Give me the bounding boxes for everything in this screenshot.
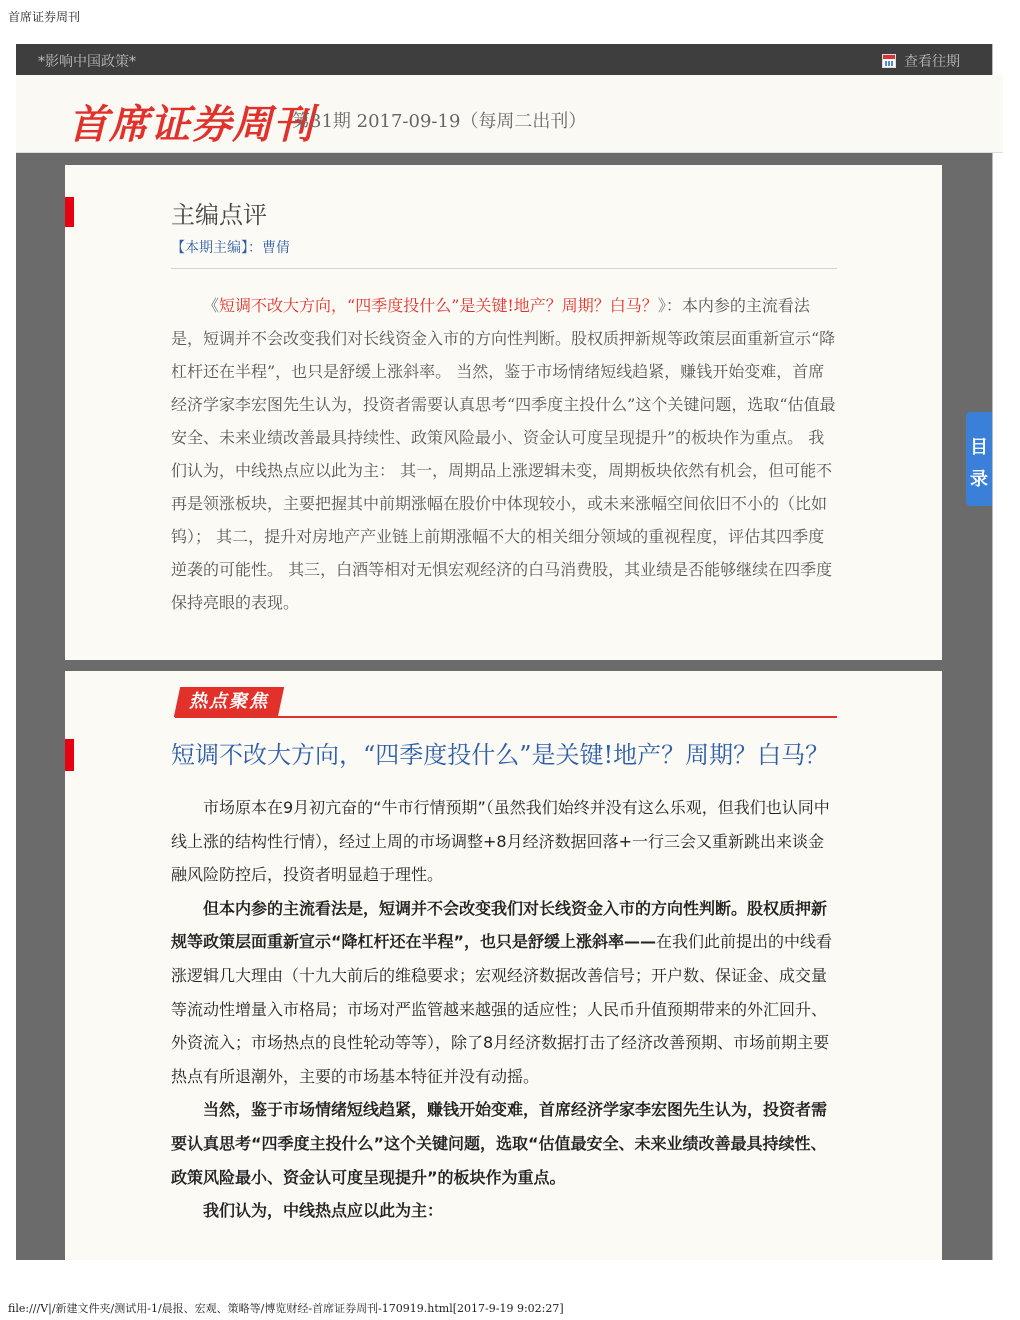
article-body	[171, 791, 837, 1228]
toc-tab-label[interactable]: 录	[970, 469, 988, 490]
editor-comment-card	[65, 165, 942, 660]
calendar-icon[interactable]	[882, 54, 896, 68]
paragraph	[171, 1093, 837, 1194]
toc-tab-label[interactable]: 目	[970, 437, 988, 458]
past-issues-link[interactable]	[882, 51, 960, 71]
section-marker	[65, 197, 74, 227]
article-title: 短调不改大方向，“四季度投什么”是关键!地产？周期？白马？	[171, 741, 830, 769]
slogan: *影响中国政策*	[38, 54, 136, 70]
top-bar	[16, 44, 992, 75]
summary-article-link[interactable]: 短调不改大方向，“四季度投什么”是关键!地产？周期？白马？	[219, 296, 658, 315]
masthead	[16, 75, 1003, 153]
bold-text: 但本内参的主流看法是，短调并不会改变我们对长线资金入市的方向性判断。股权质押新规等政策层面重新宣示“降杠杆还在半程”，也只是舒缓上涨斜率——	[171, 898, 828, 952]
issue-info: 第31期 2017-09-19（每周二出刊）	[292, 111, 587, 132]
hot-focus-badge	[174, 687, 284, 717]
editor-name[interactable]: 曹倩	[262, 240, 290, 256]
paragraph	[171, 1194, 837, 1228]
toc-tab[interactable]	[966, 412, 992, 506]
section-title: 主编点评	[171, 201, 267, 229]
scrollbar-track[interactable]	[992, 44, 1003, 1260]
bold-text: 我们认为，中线热点应以此为主：	[203, 1201, 444, 1221]
hot-focus-card	[65, 671, 942, 1260]
editor-label: 【本期主编】：	[171, 240, 262, 256]
paragraph: 市场原本在9月初亢奋的“牛市行情预期”（虽然我们始终并没有这么乐观，但我们也认同中线上涨的结构性行情），经过上周的市场调整+8月经济数据回落+一行三会又重新跳出来谈金融风险防控后，投资者明显趋于理性。	[171, 798, 830, 885]
paragraph-text: 在我们此前提出的中线看涨逻辑几大理由（十九大前后的维稳要求；宏观经济数据改善信号；开户数、保证金、成交量等流动性增量入市格局；市场对严监管越来越强的适应性；人民币升值预期带来的外汇回升、外资流入；市场热点的良性轮动等等），除了8月经济数据打击了经济改善预期、市场前期主要热点有所退潮外，主要的市场基本特征并没有动摇。	[171, 932, 833, 1086]
logo: 首席证券周刊	[68, 102, 314, 148]
paragraph	[171, 892, 837, 1094]
article-marker	[65, 739, 74, 771]
editor-line	[171, 237, 290, 257]
divider	[171, 268, 837, 269]
hot-focus-label: 热点聚焦	[189, 691, 269, 712]
summary-open: 《	[203, 296, 220, 315]
print-footer: file:///V|/新建文件夹/测试用-1/晨报、宏观、策略等/博览财经-首席证券周刊-170919.html[2017-9-19 9:02:27]	[8, 1302, 564, 1315]
summary-text	[171, 289, 837, 619]
bold-text: 当然，鉴于市场情绪短线趋紧，赚钱开始变难，首席经济学家李宏图先生认为，投资者需要认真思考“四季度主投什么”这个关键问题，选取“估值最安全、未来业绩改善最具持续性、政策风险最小、资金认可度呈现提升”的板块作为重点。	[171, 1100, 828, 1187]
hot-focus-underline	[175, 716, 837, 718]
summary-body: 》：本内参的主流看法是，短调并不会改变我们对长线资金入市的方向性判断。股权质押新规等政策层面重新宣示“降杠杆还在半程”，也只是舒缓上涨斜率。 当然，鉴于市场情绪短线趋紧，赚钱开始变难，首席经济学家李宏图先生认为，投资者需要认真思考“四季度主投什么”这个关键问题，选取“估值最安全、未来业绩改善最具持续性、政策风险最小、资金认可度呈现提升”的板块作为重点。 我们认为，中线热点应以此为主： 其一，周期品上涨逻辑未变，周期板块依然有机会，但可能不再是领涨板块，主要把握其中前期涨幅在股价中体现较小，或未来涨幅空间依旧不小的（比如钨）； 其二，提升对房地产产业链上前期涨幅不大的相关细分领域的重视程度，评估其四季度逆袭的可能性。 其三，白酒等相对无惧宏观经济的白马消费股，其业绩是否能够继续在四季度保持亮眼的表现。	[171, 296, 836, 612]
print-header: 首席证券周刊	[8, 10, 81, 24]
past-issues-label[interactable]: 查看往期	[904, 54, 960, 70]
